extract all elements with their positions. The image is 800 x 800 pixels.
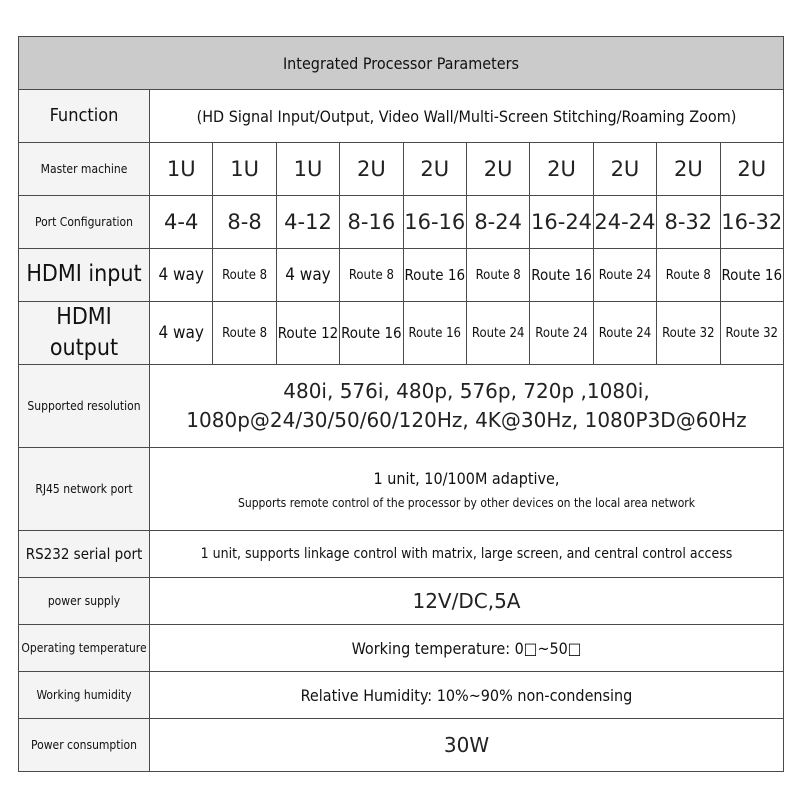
hdmi-output-cell: Route 32 xyxy=(720,302,783,365)
power-consumption-row xyxy=(19,719,784,772)
master-machine-cell: 1U xyxy=(150,143,213,196)
port-configuration-cell: 4-12 xyxy=(276,196,339,249)
power-supply-label: power supply xyxy=(19,578,150,625)
master-machine-cell: 2U xyxy=(720,143,783,196)
hdmi-output-cell: Route 32 xyxy=(657,302,720,365)
master-machine-cell: 2U xyxy=(466,143,529,196)
rj45-main-text: 1 unit, 10/100M adaptive, xyxy=(373,468,560,488)
hdmi-input-cell: Route 8 xyxy=(340,249,403,302)
hdmi-output-cell: Route 16 xyxy=(340,302,403,365)
supported-resolution-label: Supported resolution xyxy=(19,365,150,448)
master-machine-cell: 2U xyxy=(593,143,656,196)
master-machine-cell: 2U xyxy=(403,143,466,196)
rj45-row xyxy=(19,448,784,531)
working-humidity-row xyxy=(19,672,784,719)
hdmi-input-cell: 4 way xyxy=(150,249,213,302)
port-configuration-cell: 8-32 xyxy=(657,196,720,249)
hdmi-output-cell: Route 16 xyxy=(403,302,466,365)
hdmi-output-cell: Route 24 xyxy=(593,302,656,365)
resolution-line-2: 1080p@24/30/50/60/120Hz, 4K@30Hz, 1080P3D@60Hz xyxy=(186,408,747,433)
port-configuration-cell: 24-24 xyxy=(593,196,656,249)
hdmi-output-cell: Route 8 xyxy=(213,302,276,365)
port-configuration-cell: 4-4 xyxy=(150,196,213,249)
hdmi-input-cell: Route 16 xyxy=(403,249,466,302)
hdmi-output-cell: Route 24 xyxy=(466,302,529,365)
rj45-sub-text: Supports remote control of the processor by other devices on the local area network xyxy=(238,495,695,510)
master-machine-cell: 1U xyxy=(276,143,339,196)
supported-resolution-value xyxy=(150,365,784,448)
parameters-table xyxy=(18,36,784,772)
working-humidity-label: Working humidity xyxy=(19,672,150,719)
hdmi-output-cell: 4 way xyxy=(150,302,213,365)
operating-temperature-value: Working temperature: 0□~50□ xyxy=(150,625,784,672)
port-configuration-cell: 16-16 xyxy=(403,196,466,249)
master-machine-row xyxy=(19,143,784,196)
function-row xyxy=(19,90,784,143)
rs232-value: 1 unit, supports linkage control with matrix, large screen, and central control access xyxy=(150,531,784,578)
hdmi-input-cell: 4 way xyxy=(276,249,339,302)
master-machine-cell: 2U xyxy=(530,143,593,196)
hdmi-input-cell: Route 8 xyxy=(466,249,529,302)
rs232-label: RS232 serial port xyxy=(19,531,150,578)
hdmi-input-cell: Route 8 xyxy=(213,249,276,302)
port-configuration-cell: 16-32 xyxy=(720,196,783,249)
supported-resolution-row xyxy=(19,365,784,448)
hdmi-input-cell: Route 8 xyxy=(657,249,720,302)
hdmi-input-cell: Route 16 xyxy=(720,249,783,302)
port-configuration-label: Port Configuration xyxy=(19,196,150,249)
hdmi-input-cell: Route 24 xyxy=(593,249,656,302)
port-configuration-cell: 8-24 xyxy=(466,196,529,249)
function-label: Function xyxy=(19,90,150,143)
port-configuration-cell: 8-16 xyxy=(340,196,403,249)
rj45-label: RJ45 network port xyxy=(19,448,150,531)
function-value: (HD Signal Input/Output, Video Wall/Multi-Screen Stitching/Roaming Zoom) xyxy=(150,90,784,143)
port-configuration-cell: 8-8 xyxy=(213,196,276,249)
rs232-row xyxy=(19,531,784,578)
hdmi-output-cell: Route 12 xyxy=(276,302,339,365)
power-consumption-label: Power consumption xyxy=(19,719,150,772)
power-supply-value: 12V/DC,5A xyxy=(150,578,784,625)
hdmi-input-label: HDMI input xyxy=(19,249,150,302)
port-configuration-row xyxy=(19,196,784,249)
resolution-line-1: 480i, 576i, 480p, 576p, 720p ,1080i, xyxy=(283,379,650,404)
power-consumption-value: 30W xyxy=(150,719,784,772)
hdmi-output-row xyxy=(19,302,784,365)
master-machine-label: Master machine xyxy=(19,143,150,196)
hdmi-input-row xyxy=(19,249,784,302)
table-title: Integrated Processor Parameters xyxy=(19,37,784,90)
master-machine-cell: 2U xyxy=(657,143,720,196)
operating-temperature-label: Operating temperature xyxy=(19,625,150,672)
power-supply-row xyxy=(19,578,784,625)
rj45-value xyxy=(150,448,784,531)
hdmi-output-label: HDMI output xyxy=(19,302,150,365)
operating-temperature-row xyxy=(19,625,784,672)
working-humidity-value: Relative Humidity: 10%~90% non-condensing xyxy=(150,672,784,719)
port-configuration-cell: 16-24 xyxy=(530,196,593,249)
master-machine-cell: 2U xyxy=(340,143,403,196)
hdmi-input-cell: Route 16 xyxy=(530,249,593,302)
title-row xyxy=(19,37,784,90)
hdmi-output-cell: Route 24 xyxy=(530,302,593,365)
master-machine-cell: 1U xyxy=(213,143,276,196)
